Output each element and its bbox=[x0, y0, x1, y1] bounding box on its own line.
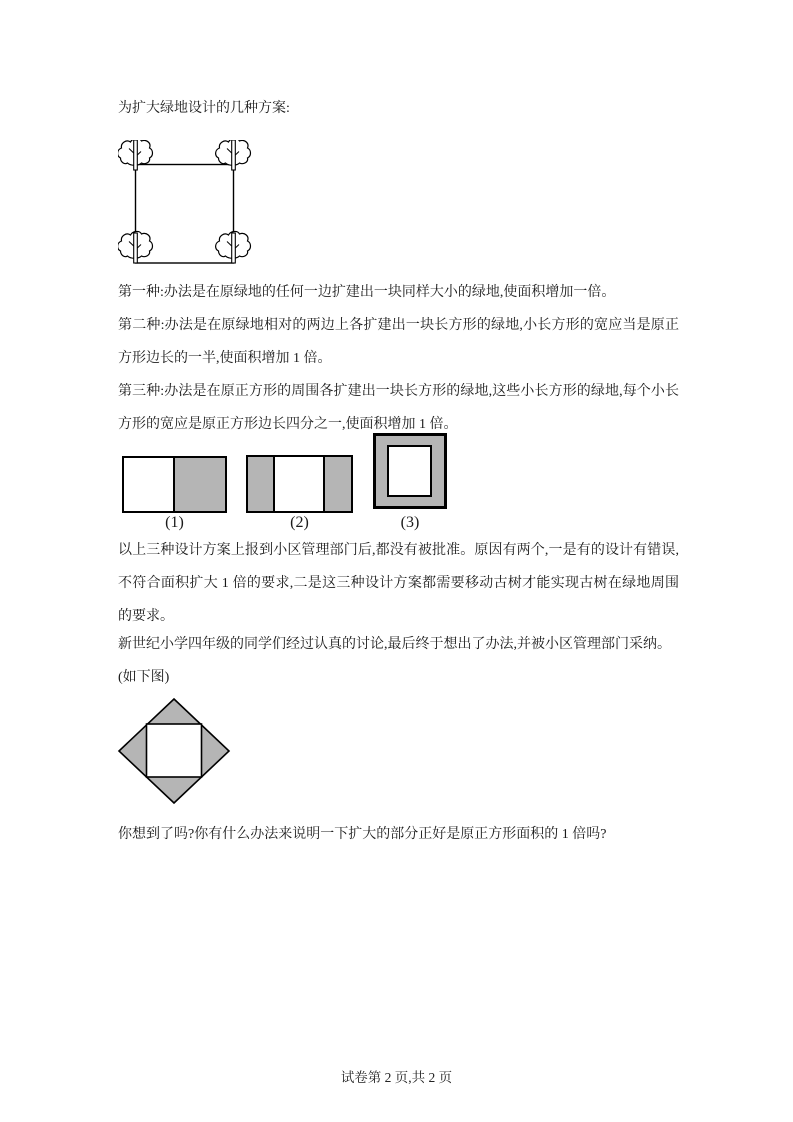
plan-figure-2 bbox=[246, 455, 353, 513]
plan3-paragraph: 第三种:办法是在原正方形的周围各扩建出一块长方形的绿地,这些小长方形的绿地,每个小长方形的宽应是原正方形边长四分之一,使面积增加 1 倍。 bbox=[118, 384, 679, 432]
diamond-inner-square bbox=[147, 724, 202, 777]
intro-paragraph: 为扩大绿地设计的几种方案: bbox=[118, 101, 290, 116]
figure-label-1: (1) bbox=[165, 514, 184, 531]
shaded-right-strip bbox=[323, 457, 351, 511]
figure-label-2: (2) bbox=[290, 514, 309, 531]
shaded-right-half bbox=[173, 458, 225, 511]
diamond-figure bbox=[117, 697, 231, 805]
plan2-paragraph: 第二种:办法是在原绿地相对的两边上各扩建出一块长方形的绿地,小长方形的宽应当是原正方形边长的一半,使面积增加 1 倍。 bbox=[118, 318, 679, 366]
figure-label-3: (3) bbox=[400, 514, 420, 531]
plan-figure-1 bbox=[122, 456, 227, 513]
question-paragraph: 你想到了吗?你有什么办法来说明一下扩大的部分正好是原正方形面积的 1 倍吗? bbox=[118, 827, 607, 842]
solution-paragraph: 新世纪小学四年级的同学们经过认真的讨论,最后终于想出了办法,并被小区管理部门采纳。 bbox=[118, 637, 671, 652]
tree-icon bbox=[118, 140, 153, 170]
see-figure-note: (如下图) bbox=[118, 670, 170, 685]
plan1-paragraph: 第一种:办法是在原绿地的任何一边扩建出一块同样大小的绿地,使面积增加一倍。 bbox=[118, 285, 616, 300]
inner-white-square bbox=[387, 445, 432, 497]
tree-icon bbox=[216, 140, 251, 170]
plan-figure-3 bbox=[373, 433, 447, 509]
garden-square-figure bbox=[118, 140, 254, 268]
tree-icon bbox=[216, 231, 251, 263]
shaded-left-strip bbox=[248, 457, 275, 511]
page-footer: 试卷第 2 页,共 2 页 bbox=[340, 1070, 453, 1085]
tree-icon bbox=[118, 231, 153, 263]
rejection-paragraph: 以上三种设计方案上报到小区管理部门后,都没有被批准。原因有两个,一是有的设计有错误,不符合面积扩大 1 倍的要求,二是这三种设计方案都需要移动古树才能实现古树在绿地周围的要求。 bbox=[118, 543, 679, 624]
